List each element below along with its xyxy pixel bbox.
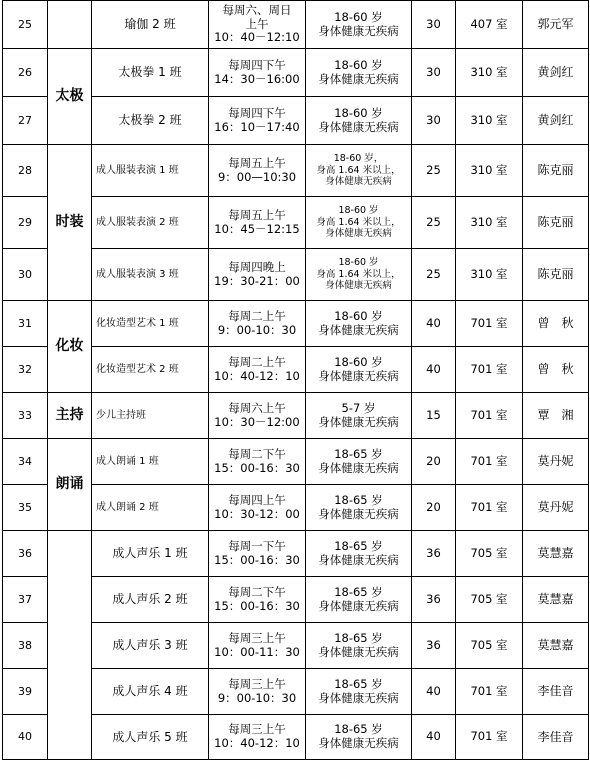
class-time: 每周五上午 10：45－12:15 (209, 197, 306, 249)
table-row (3, 49, 589, 97)
classroom: 701 室 (456, 485, 523, 531)
row-number: 40 (3, 715, 48, 760)
row-number: 37 (3, 577, 48, 623)
teacher-name: 郭元军 (523, 1, 589, 49)
teacher-name: 李佳音 (523, 715, 589, 760)
classroom: 407 室 (456, 1, 523, 49)
classroom: 701 室 (456, 669, 523, 715)
row-number: 36 (3, 531, 48, 577)
teacher-name: 李佳音 (523, 669, 589, 715)
enrollment-requirement: 18-65 岁 身体健康无疾病 (306, 485, 412, 531)
classroom: 701 室 (456, 715, 523, 760)
teacher-name: 陈克丽 (523, 197, 589, 249)
classroom: 310 室 (456, 145, 523, 197)
capacity: 36 (412, 577, 456, 623)
enrollment-requirement: 18-60 岁 身高 1.64 米以上， 身体健康无疾病 (306, 249, 412, 301)
row-number: 27 (3, 97, 48, 145)
capacity: 36 (412, 623, 456, 669)
class-time: 每周二下午 15：00-16：30 (209, 439, 306, 485)
teacher-name: 莫丹妮 (523, 485, 589, 531)
capacity: 30 (412, 49, 456, 97)
course-name: 太极拳 1 班 (92, 49, 209, 97)
course-name: 成人朗诵 2 班 (92, 485, 209, 531)
capacity: 20 (412, 439, 456, 485)
class-time: 每周四下午 16：10－17:40 (209, 97, 306, 145)
class-time: 每周四下午 14：30－16:00 (209, 49, 306, 97)
classroom: 705 室 (456, 531, 523, 577)
classroom: 701 室 (456, 301, 523, 347)
category-cell: 化妆 (48, 301, 92, 393)
class-time: 每周六、周日 上午 10：40－12:10 (209, 1, 306, 49)
capacity: 25 (412, 197, 456, 249)
row-number: 33 (3, 393, 48, 439)
capacity: 15 (412, 393, 456, 439)
row-number: 30 (3, 249, 48, 301)
classroom: 701 室 (456, 439, 523, 485)
teacher-name: 黄剑红 (523, 49, 589, 97)
enrollment-requirement: 18-65 岁 身体健康无疾病 (306, 439, 412, 485)
category-cell (48, 531, 92, 760)
row-number: 39 (3, 669, 48, 715)
class-time: 每周二上午 10：40-12：10 (209, 347, 306, 393)
class-time: 每周四上午 10：30-12：00 (209, 485, 306, 531)
classroom: 310 室 (456, 49, 523, 97)
enrollment-requirement: 18-60 岁 身体健康无疾病 (306, 1, 412, 49)
enrollment-requirement: 18-65 岁 身体健康无疾病 (306, 531, 412, 577)
category-cell: 太极 (48, 49, 92, 145)
enrollment-requirement: 18-65 岁 身体健康无疾病 (306, 715, 412, 760)
capacity: 40 (412, 301, 456, 347)
course-name: 成人朗诵 1 班 (92, 439, 209, 485)
course-name: 成人声乐 1 班 (92, 531, 209, 577)
enrollment-requirement: 5-7 岁 身体健康无疾病 (306, 393, 412, 439)
row-number: 28 (3, 145, 48, 197)
course-name: 太极拳 2 班 (92, 97, 209, 145)
enrollment-requirement: 18-65 岁 身体健康无疾病 (306, 577, 412, 623)
classroom: 705 室 (456, 623, 523, 669)
capacity: 25 (412, 249, 456, 301)
classroom: 310 室 (456, 197, 523, 249)
enrollment-requirement: 18-65 岁 身体健康无疾病 (306, 669, 412, 715)
enrollment-requirement: 18-60 岁 身体健康无疾病 (306, 49, 412, 97)
capacity: 40 (412, 347, 456, 393)
table-row (3, 301, 589, 347)
teacher-name: 莫慧嘉 (523, 623, 589, 669)
row-number: 26 (3, 49, 48, 97)
course-name: 成人服装表演 1 班 (92, 145, 209, 197)
classroom: 701 室 (456, 347, 523, 393)
course-name: 成人声乐 5 班 (92, 715, 209, 760)
row-number: 32 (3, 347, 48, 393)
enrollment-requirement: 18-60 岁 身高 1.64 米以上， 身体健康无疾病 (306, 197, 412, 249)
class-time: 每周四晚上 19：30-21：00 (209, 249, 306, 301)
course-name: 成人声乐 4 班 (92, 669, 209, 715)
class-time: 每周五上午 9：00—10:30 (209, 145, 306, 197)
category-cell (48, 1, 92, 49)
course-name: 成人服装表演 3 班 (92, 249, 209, 301)
category-cell: 时装 (48, 145, 92, 301)
teacher-name: 覃 湘 (523, 393, 589, 439)
class-time: 每周六上午 10：30－12:00 (209, 393, 306, 439)
class-time: 每周三上午 10：40-12：10 (209, 715, 306, 760)
row-number: 29 (3, 197, 48, 249)
classroom: 310 室 (456, 97, 523, 145)
enrollment-requirement: 18-60 岁 身体健康无疾病 (306, 347, 412, 393)
row-number: 38 (3, 623, 48, 669)
class-time: 每周二下午 15：00-16：30 (209, 577, 306, 623)
row-number: 34 (3, 439, 48, 485)
table-row (3, 145, 589, 197)
teacher-name: 陈克丽 (523, 145, 589, 197)
class-time: 每周一下午 15：00-16：30 (209, 531, 306, 577)
course-name: 化妆造型艺术 1 班 (92, 301, 209, 347)
enrollment-requirement: 18-60 岁 身体健康无疾病 (306, 301, 412, 347)
teacher-name: 陈克丽 (523, 249, 589, 301)
teacher-name: 莫丹妮 (523, 439, 589, 485)
capacity: 36 (412, 531, 456, 577)
course-name: 化妆造型艺术 2 班 (92, 347, 209, 393)
capacity: 40 (412, 715, 456, 760)
classroom: 310 室 (456, 249, 523, 301)
table-row (3, 393, 589, 439)
class-time: 每周二上午 9：00-10：30 (209, 301, 306, 347)
table-row (3, 439, 589, 485)
classroom: 701 室 (456, 393, 523, 439)
capacity: 25 (412, 145, 456, 197)
table-row (3, 1, 589, 49)
course-name: 成人声乐 3 班 (92, 623, 209, 669)
enrollment-requirement: 18-60 岁 身体健康无疾病 (306, 97, 412, 145)
row-number: 25 (3, 1, 48, 49)
enrollment-requirement: 18-65 岁 身体健康无疾病 (306, 623, 412, 669)
teacher-name: 莫慧嘉 (523, 577, 589, 623)
teacher-name: 曾 秋 (523, 347, 589, 393)
capacity: 20 (412, 485, 456, 531)
category-cell: 主持 (48, 393, 92, 439)
capacity: 30 (412, 97, 456, 145)
capacity: 40 (412, 669, 456, 715)
row-number: 31 (3, 301, 48, 347)
teacher-name: 曾 秋 (523, 301, 589, 347)
class-time: 每周三上午 9：00-10：30 (209, 669, 306, 715)
teacher-name: 莫慧嘉 (523, 531, 589, 577)
course-name: 成人声乐 2 班 (92, 577, 209, 623)
course-name: 瑜伽 2 班 (92, 1, 209, 49)
class-time: 每周三上午 10：00-11：30 (209, 623, 306, 669)
course-name: 成人服装表演 2 班 (92, 197, 209, 249)
row-number: 35 (3, 485, 48, 531)
course-schedule-table (2, 0, 589, 760)
course-name: 少儿主持班 (92, 393, 209, 439)
classroom: 705 室 (456, 577, 523, 623)
teacher-name: 黄剑红 (523, 97, 589, 145)
enrollment-requirement: 18-60 岁， 身高 1.64 米以上， 身体健康无疾病 (306, 145, 412, 197)
capacity: 30 (412, 1, 456, 49)
category-cell: 朗诵 (48, 439, 92, 531)
table-row (3, 531, 589, 577)
